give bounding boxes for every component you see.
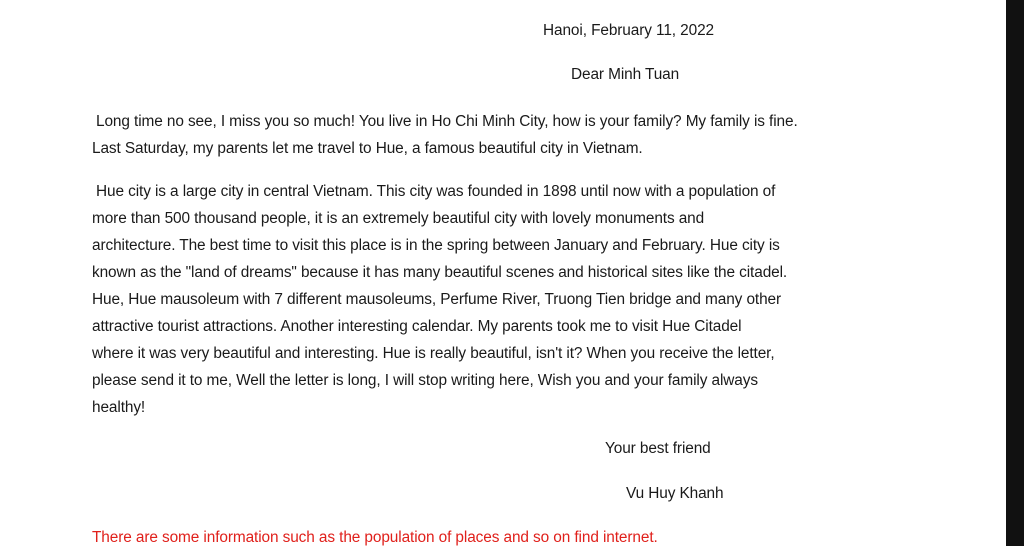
paragraph-line: known as the "land of dreams" because it has many beautiful scenes and historical sites like the citadel. [92,264,788,281]
letter-paragraph-2 [92,178,788,421]
letter-date: Hanoi, February 11, 2022 [543,22,714,39]
paragraph-line: Hue, Hue mausoleum with 7 different mausoleums, Perfume River, Truong Tien bridge and many other [92,291,782,308]
letter-signature: Vu Huy Khanh [626,485,724,502]
paragraph-line: Last Saturday, my parents let me travel to Hue, a famous beautiful city in Vietnam. [92,140,643,157]
paragraph-line: healthy! [92,399,146,416]
paragraph-line: architecture. The best time to visit this place is in the spring between January and February. Hue city is [92,237,780,254]
letter-closing: Your best friend [605,440,711,457]
paragraph-line: attractive tourist attractions. Another interesting calendar. My parents took me to visit Hue Citadel [92,318,742,335]
red-note: There are some information such as the population of places and so on find internet. [92,529,658,546]
paragraph-line: Long time no see, I miss you so much! You live in Ho Chi Minh City, how is your family? My family is fine. [96,113,798,130]
paragraph-line: please send it to me, Well the letter is long, I will stop writing here, Wish you and your family always [92,372,758,389]
letter-greeting: Dear Minh Tuan [571,66,680,83]
paragraph-line: more than 500 thousand people, it is an extremely beautiful city with lovely monuments and [92,210,705,227]
window-edge-border [1006,0,1024,546]
paragraph-line: Hue city is a large city in central Vietnam. This city was founded in 1898 until now with a population of [96,183,776,200]
letter-paragraph-1 [92,108,798,162]
paragraph-line: where it was very beautiful and interesting. Hue is really beautiful, isn't it? When you receive the letter, [92,345,775,362]
